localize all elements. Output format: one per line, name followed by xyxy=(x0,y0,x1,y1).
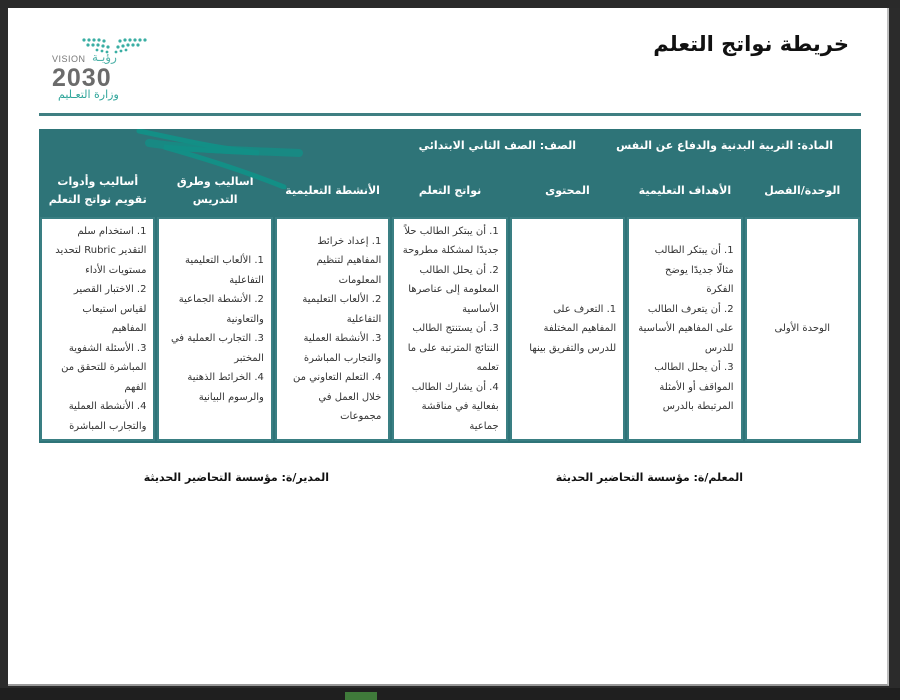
vision-2030-logo xyxy=(52,30,152,102)
manager-signature: المدير/ة: مؤسسة التحاضير الحديثة xyxy=(143,471,329,484)
page-title: خريطة نواتج التعلم xyxy=(653,32,849,56)
activity-item: 2. الألعاب التعليمية التفاعلية xyxy=(302,294,382,325)
column-header-assessment: أساليب وأدوات تقويم نواتج التعلم xyxy=(48,175,147,206)
cell-objectives xyxy=(627,217,742,441)
table-row xyxy=(39,217,861,443)
outcome-item: 4. أن يشارك الطالب بفعالية في مناقشة جماعية xyxy=(411,381,499,432)
grade-label: الصف: الصف الثاني الابتدائي xyxy=(418,139,576,152)
logo-vision-arabic: رؤيـة xyxy=(92,50,117,64)
teacher-signature: المعلم/ة: مؤسسة التحاضير الحديثة xyxy=(555,471,743,484)
table-header xyxy=(39,129,861,217)
outcome-item: 1. أن يبتكر الطالب حلاً جديدًا لمشكلة مطروحة xyxy=(402,225,499,257)
logo-ministry-text: وزارة التعـليم xyxy=(58,88,119,101)
header-info-row xyxy=(39,129,861,165)
cell-assessment xyxy=(40,217,155,441)
outcome-item: 2. أن يحلل الطالب المعلومة إلى عناصرها الأساسية xyxy=(408,264,499,315)
objective-item: 2. أن يتعرف الطالب على المفاهيم الأساسية للدرس xyxy=(638,303,734,354)
cell-content xyxy=(510,217,625,441)
subject-label: المادة: التربية البدنية والدفاع عن النفس xyxy=(616,139,833,152)
objective-item: 3. أن يحلل الطالب المواقف أو الأمثلة المرتبطة بالدرس xyxy=(654,362,734,413)
objective-item: 1. أن يبتكر الطالب مثالًا جديدًا يوضح الفكرة xyxy=(654,245,734,296)
assessment-item: 3. الأسئلة الشفوية المباشرة للتحقق من الفهم xyxy=(61,342,147,393)
taskbar-active-item[interactable] xyxy=(345,692,377,700)
logo-vision-text: VISION xyxy=(52,54,86,64)
column-header-outcomes: نواتج التعلم xyxy=(418,184,482,198)
column-header-objectives: الأهداف التعليمية xyxy=(638,184,732,198)
content-item: 1. التعرف على المفاهيم المختلفة للدرس والتفريق بينها xyxy=(529,303,617,354)
column-header-activities: الأنشطة التعليمية xyxy=(285,184,380,198)
column-header-content: المحتوى xyxy=(545,184,590,198)
method-item: 1. الألعاب التعليمية التفاعلية xyxy=(185,255,264,286)
learning-outcomes-table xyxy=(39,129,861,443)
activity-item: 1. إعداد خرائط المفاهيم لتنظيم المعلومات xyxy=(316,235,382,286)
header-divider xyxy=(39,113,861,116)
method-item: 2. الأنشطة الجماعية والتعاونية xyxy=(178,294,264,325)
logo-year: 2030 xyxy=(52,64,112,92)
cell-methods xyxy=(157,217,272,441)
activity-item: 3. الأنشطة العملية والتجارب المباشرة xyxy=(303,333,382,364)
assessment-item: 4. الأنشطة العملية والتجارب المباشرة xyxy=(68,401,147,432)
activity-item: 4. التعلم التعاوني من خلال العمل في مجموعات xyxy=(292,372,382,422)
column-header-methods: أساليب وطرق التدريس xyxy=(176,175,254,206)
taskbar xyxy=(0,688,900,700)
cell-unit: الوحدة الأولى xyxy=(745,217,860,441)
method-item: 3. التجارب العملية في المختبر xyxy=(170,333,264,364)
assessment-item: 2. الاختبار القصير لقياس استيعاب المفاهيم xyxy=(73,284,147,335)
cell-activities xyxy=(275,217,390,441)
outcome-item: 3. أن يستنتج الطالب النتائج المترتبة على ما تعلمه xyxy=(407,323,499,374)
column-header-unit: الوحدة/الفصل xyxy=(764,184,841,198)
method-item: 4. الخرائط الذهنية والرسوم البيانية xyxy=(187,372,264,403)
window-frame-top xyxy=(0,0,900,8)
cell-outcomes xyxy=(392,217,507,441)
assessment-item: 1. استخدام سلم التقدير Rubric لتحديد مستويات الأداء xyxy=(55,225,147,276)
